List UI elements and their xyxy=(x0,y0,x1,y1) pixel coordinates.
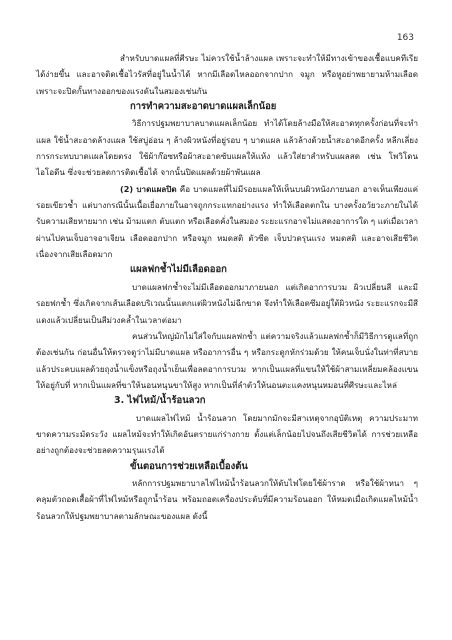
paragraph-closed-wound xyxy=(36,181,418,263)
heading-first-aid-steps: ขั้นตอนการช่วยเหลือเบื้องต้น xyxy=(130,460,248,472)
paragraph-burns-cause: บาดแผลไฟไหม้ น้ำร้อนลวก โดยมากมักจะมีสาเหตุจากอุบัติเหตุ ความประมาท ขาดความระมัดระวัง แผลไหม้จะทำให้เกิดอันตรายแก่ร่างกาย ตั้งแต่เล็กน้อยไปจนถึงเสียชีวิตได้ การช่วยเหลืออย่างถูกต้องจะช่วยลดความรุนแรงได้ xyxy=(36,412,418,456)
paragraph-head-wound: สำหรับบาดแผลที่ศีรษะ ไม่ควรใช้น้ำล้างแผล เพราะจะทำให้มีทางเข้าของเชื้อแบคทีเรียได้ง่ายขึ้น และอาจติดเชื้อไวรัสที่อยู่ในน้ำได้ หากมีเลือดไหลออกจากปาก จมูก หรือหูอย่าพยายามห้ามเลือด เพราะจะปิดกั้นทางออกของแรงดันในสมองเช่นกัน xyxy=(36,53,418,96)
paragraph-minor-wound-steps: วิธีการปฐมพยาบาลบาดแผลเล็กน้อย ทำได้โดยล้างมือให้สะอาดทุกครั้งก่อนที่จะทำแผล ใช้น้ำสะอาดล้างแผล ใช้สบู่อ่อน ๆ ล้างผิวหนังที่อยู่รอบ ๆ บาดแผล แล้วล้างด้วยน้ำสะอาดอีกครั้ง หลีกเลี่ยงการกระทบบาดแผลโดยตรง ใช้ผ้าก๊อซหรือผ้าสะอาดซับแผลให้แห้ง แล้วใส่ยาสำหรับแผลสด เช่น โพวิโดนไอโอดีน ซึ่งจะช่วยลดการติดเชื้อได้ จากนั้นปิดแผลด้วยผ้าพันแผล xyxy=(36,118,418,178)
heading-minor-wound-cleaning: การทำความสะอาดบาดแผลเล็กน้อย xyxy=(130,101,277,113)
paragraph-burn-first-aid: หลักการปฐมพยาบาลไฟไหม้น้ำร้อนลวกให้ดับไฟโดยใช้ผ้าราด หรือใช้ผ้าหนา ๆ คลุมตัวถอดเสื้อผ้าที่ไฟไหม้หรือถูกน้ำร้อน พร้อมถอดเครื่องประดับที่มีความร้อนออก ให้หมดเมื่อเกิดแผลไหม้น้ำร้อนลวกให้ปฐมพยาบาลตามลักษณะของแผล ดังนี้ xyxy=(36,477,418,521)
document-body xyxy=(36,50,418,524)
page-number: 163 xyxy=(396,33,414,43)
paragraph-bruise-care: คนส่วนใหญ่มักไม่ใส่ใจกับแผลฟกช้ำ แต่ความจริงแล้วแผลฟกช้ำก็มีวิธีการดูแลที่ถูกต้องเช่นกัน ก่อนอื่นให้ตรวจดูว่าไม่มีบาดแผล หรืออาการอื่น ๆ หรือกระดูกหักร่วมด้วย ให้คนเจ็บนั่งในท่าที่สบาย แล้วประคบแผลด้วยถุงน้ำแข็งหรือถุงน้ำเย็นเพื่อลดอาการบวม หากเป็นแผลที่แขนให้ใช้ผ้าสามเหลี่ยมคล้องแขนให้อยู่กับที่ หากเป็นแผลที่ขาให้นอนหนุนขาให้สูง หากเป็นที่ลำตัวให้นอนตะแคงหนุนหมอนที่ศีรษะและไหล่ xyxy=(36,330,418,390)
paragraph-bruise-description: บาดแผลฟกช้ำจะไม่มีเลือดออกมาภายนอก แต่เกิดอาการบวม ผิวเปลี่ยนสี และมีรอยฟกช้ำ ซึ่งเกิดจากเส้นเลือดบริเวณนั้นแตกแต่ผิวหนังไม่ฉีกขาด จึงทำให้เลือดซึมอยู่ใต้ผิวหนัง ระยะแรกจะมีสีแดงแล้วเปลี่ยนเป็นสีม่วงคล้ำในเวลาต่อมา xyxy=(36,281,418,325)
closed-wound-term: (2) บาดแผลปิด xyxy=(120,183,177,194)
closed-wound-text: คือ บาดแผลที่ไม่มีรอยแผลให้เห็นบนผิวหนังภายนอก อาจเห็นเพียงแค่รอยเขียวช้ำ แต่บางกรณีนั้นเนื้อเยื่อภายในอาจถูกกระแทกอย่างแรง ทำให้เลือดตกใน บางครั้งอวัยวะภายในได้รับความเสียหายมาก เช่น ม้ามแตก ตับแตก หรือเลือดคั่งในสมอง ระยะแรกอาจไม่แสดงอาการใด ๆ แต่เมื่อเวลาผ่านไปคนเจ็บอาจอาเจียน เลือดออกปาก หรือจมูก หมดสติ ตัวซีด เจ็บปวดรุนแรง หมดสติ และอาจเสียชีวิตเนื่องจากเสียเลือดมาก xyxy=(36,183,418,260)
heading-bruise: แผลฟกช้ำไม่มีเลือดออก xyxy=(130,264,227,276)
heading-burns: 3. ไฟไหม้/น้ำร้อนลวก xyxy=(114,395,206,407)
